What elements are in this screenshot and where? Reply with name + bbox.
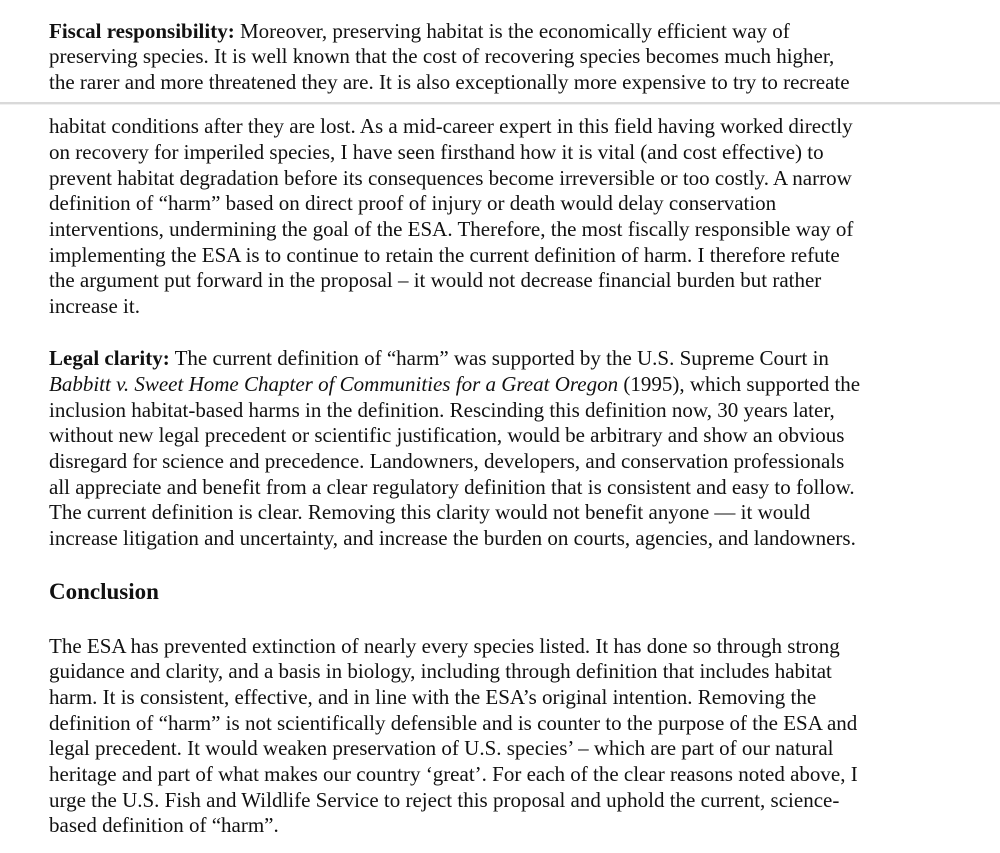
legal-line-6: all appreciate and benefit from a clear regulatory definition that is consistent and easy to follow.	[49, 475, 855, 499]
conclusion-line-2: guidance and clarity, and a basis in biology, including through definition that includes habitat	[49, 659, 832, 683]
fiscal-text-1: Moreover, preserving habitat is the economically efficient way of	[234, 19, 790, 43]
conclusion-heading: Conclusion	[49, 579, 159, 604]
fiscal-line-6: prevent habitat degradation before its consequences become irreversible or too costly. A narrow	[49, 166, 852, 190]
case-name: Babbitt v. Sweet Home Chapter of Communities for a Great Oregon	[49, 372, 619, 396]
fiscal-line-8: interventions, undermining the goal of the ESA. Therefore, the most fiscally responsible way of	[49, 217, 854, 241]
legal-heading: Legal clarity:	[49, 346, 170, 370]
page-break-divider	[0, 102, 1000, 105]
fiscal-line-1	[49, 18, 790, 44]
legal-line-7: The current definition is clear. Removing this clarity would not benefit anyone — it would	[49, 500, 811, 524]
fiscal-line-4: habitat conditions after they are lost. As a mid-career expert in this field having worked directly	[49, 114, 853, 138]
conclusion-line-1: The ESA has prevented extinction of nearly every species listed. It has done so through strong	[49, 634, 840, 658]
conclusion-line-6: heritage and part of what makes our country ‘great’. For each of the clear reasons noted above, I	[49, 762, 858, 786]
legal-line-4: without new legal precedent or scientific justification, would be arbitrary and show an obvious	[49, 423, 845, 447]
legal-line-3: inclusion habitat-based harms in the definition. Rescinding this definition now, 30 years later,	[49, 398, 835, 422]
conclusion-line-7: urge the U.S. Fish and Wildlife Service to reject this proposal and uphold the current, science-	[49, 788, 840, 812]
fiscal-line-3: the rarer and more threatened they are. It is also exceptionally more expensive to try to recreate	[49, 70, 850, 94]
legal-line-1	[49, 345, 829, 371]
fiscal-heading: Fiscal responsibility:	[49, 19, 235, 43]
conclusion-line-8: based definition of “harm”.	[49, 813, 279, 837]
fiscal-line-9: implementing the ESA is to continue to retain the current definition of harm. I therefore refute	[49, 243, 840, 267]
conclusion-line-4: definition of “harm” is not scientifically defensible and is counter to the purpose of the ESA and	[49, 711, 858, 735]
legal-text-1: The current definition of “harm” was supported by the U.S. Supreme Court in	[169, 346, 829, 370]
fiscal-line-2: preserving species. It is well known that the cost of recovering species becomes much higher,	[49, 44, 835, 68]
fiscal-line-10: the argument put forward in the proposal – it would not decrease financial burden but rather	[49, 268, 822, 292]
legal-line-5: disregard for science and precedence. Landowners, developers, and conservation professionals	[49, 449, 845, 473]
legal-line-2	[49, 371, 860, 397]
conclusion-line-5: legal precedent. It would weaken preservation of U.S. species’ – which are part of our natural	[49, 736, 834, 760]
legal-text-2: (1995), which supported the	[618, 372, 861, 396]
legal-line-8: increase litigation and uncertainty, and increase the burden on courts, agencies, and landowners.	[49, 526, 856, 550]
conclusion-line-3: harm. It is consistent, effective, and in line with the ESA’s original intention. Removing the	[49, 685, 817, 709]
fiscal-line-7: definition of “harm” based on direct proof of injury or death would delay conservation	[49, 191, 777, 215]
fiscal-line-11: increase it.	[49, 294, 140, 318]
fiscal-line-5: on recovery for imperiled species, I have seen firsthand how it is vital (and cost effective) to	[49, 140, 824, 164]
